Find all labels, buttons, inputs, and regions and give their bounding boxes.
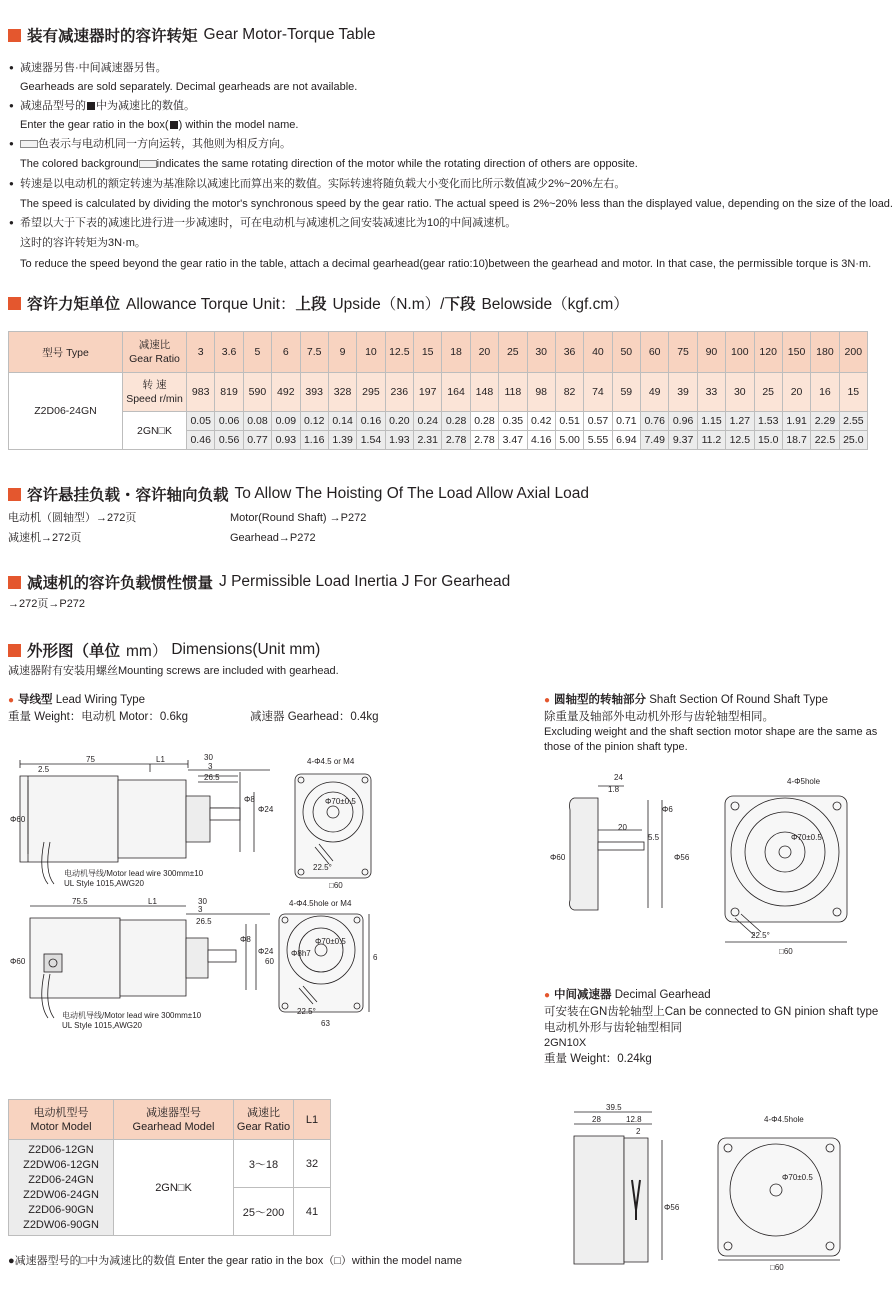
dim-2-5: 2.5: [38, 765, 50, 774]
dim-6: 6: [373, 953, 378, 962]
dim-26-5: 26.5: [204, 773, 220, 782]
speed-cell: 30: [726, 373, 754, 412]
ratio-cell: 10: [357, 332, 385, 373]
model-cell: Z2D06-24GN: [9, 373, 123, 450]
note-2-cn: ● 减速品型号的 中为减速比的数值。: [20, 99, 195, 113]
torque-nm-cell: 0.28: [442, 412, 470, 431]
torque-nm-cell: 1.91: [782, 412, 810, 431]
dim-3-2: 3: [198, 905, 203, 914]
ul-label: UL Style 1015,AWG20: [64, 879, 144, 888]
speed-cell: 819: [215, 373, 243, 412]
note-4-cn: ● 转速是以电动机的额定转速为基准除以减速比而算出来的数值。实际转速将随负载大小变化而比所示数值减少2%~20%左右。: [20, 177, 625, 191]
l1-header: L1: [294, 1100, 331, 1140]
decimal-line4: 重量 Weight：0.24kg: [544, 1053, 652, 1065]
torque-nm-cell: 0.20: [385, 412, 413, 431]
ratio-cell: 3.6: [215, 332, 243, 373]
ratio-cell: 7.5: [300, 332, 328, 373]
torque-kgf-cell: 4.16: [527, 431, 555, 450]
dim-26-5-2: 26.5: [196, 917, 212, 926]
ratio-cell: 25: [499, 332, 527, 373]
hoisting-motor-cn: 电动机（圆轴型）→272页: [8, 512, 137, 524]
ratio-cell: 200: [839, 332, 867, 373]
section-marker-icon: [8, 29, 21, 42]
torque-kgf-cell: 6.94: [612, 431, 640, 450]
speed-cell: 164: [442, 373, 470, 412]
black-box-icon: [170, 121, 178, 129]
ratio-cell: 40: [584, 332, 612, 373]
dim-phi56: Φ56: [674, 853, 690, 862]
speed-cell: 98: [527, 373, 555, 412]
dim-1-8: 1.8: [608, 785, 620, 794]
ratio-range-2: 25～200: [234, 1188, 294, 1236]
speed-cell: 236: [385, 373, 413, 412]
round-shaft-title: ● 圆轴型的转轴部分 Shaft Section Of Round Shaft Type: [544, 694, 829, 706]
dim-l1-2: L1: [148, 897, 157, 906]
motor-model-item: Z2D06-24GN: [28, 1173, 94, 1186]
speed-cell: 25: [754, 373, 782, 412]
torque-nm-cell: 0.51: [555, 412, 583, 431]
torque-kgf-cell: 1.54: [357, 431, 385, 450]
motor-model-item: Z2D06-12GN: [28, 1143, 94, 1156]
speed-cell: 983: [187, 373, 215, 412]
dim-phi24: Φ24: [258, 805, 274, 814]
section-marker-icon: [8, 576, 21, 589]
torque-kgf-cell: 11.2: [697, 431, 725, 450]
torque-kgf-cell: 1.93: [385, 431, 413, 450]
dim-phi8: Φ8: [244, 795, 255, 804]
ratio-cell: 36: [555, 332, 583, 373]
dim-phi8-2: Φ8: [240, 935, 251, 944]
torque-kgf-cell: 0.77: [243, 431, 271, 450]
phi8h7-label: Φ8h7: [291, 949, 311, 958]
torque-kgf-cell: 7.49: [641, 431, 669, 450]
lead-type-weight-gear: 减速器 Gearhead：0.4kg: [250, 711, 379, 723]
gearhead-model-header: 减速器型号 Gearhead Model: [114, 1100, 234, 1140]
note-5-cn: ● 希望以大于下表的减速比进行进一步减速时，可在电动机与减速机之间安装减速比为10的中间减速机。: [20, 216, 516, 230]
dim-24: 24: [614, 773, 623, 782]
ratio-cell: 60: [641, 332, 669, 373]
torque-nm-cell: 1.53: [754, 412, 782, 431]
ul-label-2: UL Style 1015,AWG20: [62, 1021, 142, 1030]
speed-cell: 590: [243, 373, 271, 412]
lead-type-weight: 重量 Weight：电动机 Motor：0.6kg: [8, 711, 189, 723]
ratio-cell: 50: [612, 332, 640, 373]
ratio-cell: 90: [697, 332, 725, 373]
section-title-dimensions: 外形图（单位 mm） Dimensions(Unit mm): [8, 639, 320, 661]
speed-cell: 74: [584, 373, 612, 412]
bullet-icon: ●: [544, 990, 551, 1001]
sq60-label-1: □60: [329, 881, 343, 890]
hoisting-gear-en: Gearhead→P272: [230, 532, 316, 544]
speed-cell: 33: [697, 373, 725, 412]
ratio-cell: 9: [328, 332, 356, 373]
torque-nm-cell: 0.06: [215, 412, 243, 431]
decimal-line2: 电动机外形与齿轮轴型相同: [544, 1022, 682, 1034]
torque-nm-cell: 2.29: [811, 412, 839, 431]
ratio-cell: 6: [272, 332, 300, 373]
torque-kgf-cell: 5.00: [555, 431, 583, 450]
speed-cell: 295: [357, 373, 385, 412]
drawing-lead-motor-1: [8, 752, 278, 892]
motor-model-table: [8, 1099, 331, 1236]
torque-kgf-cell: 1.39: [328, 431, 356, 450]
drawing-round-shaft-front: [715, 770, 865, 960]
dim-2: 2: [636, 1127, 641, 1136]
angle-label-2: 22.5°: [297, 1007, 316, 1016]
sq60-label-4: □60: [770, 1263, 784, 1272]
dim-75-5: 75.5: [72, 897, 88, 906]
ratio-cell: 120: [754, 332, 782, 373]
speed-header: 转 速 Speed r/min: [123, 373, 187, 412]
drawing-decimal-front: [710, 1108, 860, 1273]
dim-30: 30: [204, 753, 213, 762]
torque-kgf-cell: 2.78: [442, 431, 470, 450]
note-1-cn: ● 减速器另售·中间减速器另售。: [20, 61, 167, 75]
speed-cell: 15: [839, 373, 867, 412]
bullet-icon: ●: [544, 695, 551, 706]
hoisting-gear-cn: 减速机→272页: [8, 532, 82, 544]
torque-kgf-cell: 18.7: [782, 431, 810, 450]
section-title-gear-torque: 装有减速器时的容许转矩 Gear Motor-Torque Table: [8, 24, 376, 46]
speed-cell: 393: [300, 373, 328, 412]
speed-cell: 20: [782, 373, 810, 412]
decimal-line1: 可安装在GN齿轮轴型上Can be connected to GN pinion shaft type: [544, 1006, 879, 1018]
dim-3: 3: [208, 762, 213, 771]
black-box-icon: [87, 102, 95, 110]
torque-kgf-cell: 25.0: [839, 431, 867, 450]
lead-wire-label-2: 电动机导线/Motor lead wire 300mm±10: [62, 1011, 202, 1020]
drawing-lead-motor-2: [8, 894, 278, 1034]
speed-cell: 39: [669, 373, 697, 412]
angle-label-1: 22.5°: [313, 863, 332, 872]
ratio-cell: 20: [470, 332, 498, 373]
dim-20: 20: [618, 823, 627, 832]
dimension-note: 减速器附有安装用螺丝Mounting screws are included with gearhead.: [8, 665, 339, 677]
torque-kgf-cell: 1.16: [300, 431, 328, 450]
ratio-cell: 5: [243, 332, 271, 373]
hole-label-2: 4-Φ4.5hole or M4: [289, 899, 352, 908]
torque-nm-cell: 0.76: [641, 412, 669, 431]
torque-nm-cell: 0.35: [499, 412, 527, 431]
torque-nm-cell: 0.96: [669, 412, 697, 431]
torque-kgf-cell: 9.37: [669, 431, 697, 450]
hole-label-3: 4-Φ5hole: [787, 777, 821, 786]
motor-model-item: Z2DW06-90GN: [23, 1218, 99, 1231]
torque-nm-cell: 0.08: [243, 412, 271, 431]
ratio-range-1: 3～18: [234, 1140, 294, 1188]
ratio-header: 减速比 Gear Ratio: [123, 332, 187, 373]
dim-phi60: Φ60: [10, 815, 26, 824]
note-2-en: Enter the gear ratio in the box( ) within the model name.: [20, 119, 299, 131]
l1-value-1: 32: [294, 1140, 331, 1188]
sq60-label-3: □60: [779, 947, 793, 956]
section-title-allow-unit: 容许力矩单位 Allowance Torque Unit： 上段 Upside（N.m）/ 下段 Belowside（kgf.cm）: [8, 292, 629, 314]
motor-models-cell: [9, 1140, 114, 1236]
torque-nm-cell: 0.57: [584, 412, 612, 431]
note-4-en: The speed is calculated by dividing the motor's synchronous speed by the gear ratio. The actual speed is 2%~20% less than the displayed value, depending on the size of the load.: [20, 198, 893, 210]
dim-28: 28: [592, 1115, 601, 1124]
torque-kgf-cell: 0.93: [272, 431, 300, 450]
motor-model-item: Z2DW06-12GN: [23, 1158, 99, 1171]
torque-kgf-cell: 0.56: [215, 431, 243, 450]
motor-model-header: 电动机型号 Motor Model: [9, 1100, 114, 1140]
note-1-en: Gearheads are sold separately. Decimal gearheads are not available.: [20, 81, 358, 93]
hole-label-4: 4-Φ4.5hole: [764, 1115, 804, 1124]
l1-value-2: 41: [294, 1188, 331, 1236]
dim-12-8: 12.8: [626, 1115, 642, 1124]
bullet-icon: ●: [8, 695, 15, 706]
dim-phi60-3: Φ60: [550, 853, 566, 862]
torque-kgf-cell: 2.78: [470, 431, 498, 450]
dim-75: 75: [86, 755, 95, 764]
torque-nm-cell: 0.16: [357, 412, 385, 431]
dim-phi6: Φ6: [662, 805, 673, 814]
speed-cell: 118: [499, 373, 527, 412]
round-shaft-desc-en1: Excluding weight and the shaft section motor shape are the same as: [544, 726, 878, 738]
lead-wire-label: 电动机导线/Motor lead wire 300mm±10: [64, 869, 204, 878]
lead-type-title: ● 导线型 Lead Wiring Type: [8, 694, 146, 706]
decimal-title: ● 中间减速器 Decimal Gearhead: [544, 989, 711, 1001]
section-marker-icon: [8, 297, 21, 310]
angle-label-3: 22.5°: [751, 931, 770, 940]
speed-cell: 49: [641, 373, 669, 412]
section-title-inertia: 减速机的容许负载惯性惯量 J Permissible Load Inertia J For Gearhead: [8, 571, 510, 593]
footer-note: ●减速器型号的□中为减速比的数值 Enter the gear ratio in the box（□）within the model name: [8, 1255, 462, 1267]
dim-l1: L1: [156, 755, 165, 764]
torque-nm-cell: 0.09: [272, 412, 300, 431]
speed-cell: 59: [612, 373, 640, 412]
speed-cell: 16: [811, 373, 839, 412]
ratio-cell: 18: [442, 332, 470, 373]
inertia-ref: →272页→P272: [8, 598, 86, 610]
section-marker-icon: [8, 488, 21, 501]
section-marker-icon: [8, 644, 21, 657]
motor-model-item: Z2DW06-24GN: [23, 1188, 99, 1201]
ratio-cell: 75: [669, 332, 697, 373]
hoisting-motor-en: Motor(Round Shaft) →P272: [230, 512, 367, 524]
speed-cell: 197: [414, 373, 442, 412]
section-title-hoisting: 容许悬挂负载・容许轴向负载 To Allow The Hoisting Of The Load Allow Axial Load: [8, 483, 589, 505]
ratio-cell: 15: [414, 332, 442, 373]
speed-cell: 328: [328, 373, 356, 412]
torque-kgf-cell: 0.46: [187, 431, 215, 450]
color-sample-icon: [139, 160, 157, 168]
torque-nm-cell: 0.42: [527, 412, 555, 431]
drawing-round-shaft-side: [544, 770, 694, 915]
ratio-cell: 100: [726, 332, 754, 373]
torque-nm-cell: 0.14: [328, 412, 356, 431]
drawing-decimal-side: [544, 1100, 680, 1280]
dim-phi56-2: Φ56: [664, 1203, 680, 1212]
model-header: 型号 Type: [9, 332, 123, 373]
torque-table: [8, 331, 868, 450]
drawing-front-2: [265, 894, 385, 1034]
torque-kgf-cell: 3.47: [499, 431, 527, 450]
ratio-cell: 3: [187, 332, 215, 373]
pcd-label-3: Φ70±0.5: [791, 833, 822, 842]
ratio-cell: 12.5: [385, 332, 413, 373]
dim-phi60-2: Φ60: [10, 957, 26, 966]
speed-cell: 492: [272, 373, 300, 412]
speed-cell: 82: [555, 373, 583, 412]
note-3-en: The colored background indicates the same rotating direction of the motor while the rotating direction of others are opposite.: [20, 158, 638, 170]
pcd-label-1: Φ70±0.5: [325, 797, 356, 806]
motor-model-item: Z2D06-90GN: [28, 1203, 94, 1216]
note-5-cn2: 这时的容许转矩为3N·m。: [20, 237, 146, 249]
gear-ratio-header: 减速比 Gear Ratio: [234, 1100, 294, 1140]
ratio-cell: 180: [811, 332, 839, 373]
torque-kgf-cell: 2.31: [414, 431, 442, 450]
torque-nm-cell: 0.05: [187, 412, 215, 431]
pcd-label-2: Φ70±0.5: [315, 937, 346, 946]
dim-phi24-2: Φ24: [258, 947, 274, 956]
torque-kgf-cell: 5.55: [584, 431, 612, 450]
hole-label-1: 4-Φ4.5 or M4: [307, 757, 355, 766]
torque-nm-cell: 1.27: [726, 412, 754, 431]
gearhead-cell: 2GN□K: [123, 412, 187, 450]
dim-30-2: 30: [198, 897, 207, 906]
gearhead-model-cell: 2GN□K: [114, 1140, 234, 1236]
dim-60: 60: [265, 957, 274, 966]
ratio-cell: 30: [527, 332, 555, 373]
dim-5-5: 5.5: [648, 833, 660, 842]
round-shaft-desc-cn: 除重量及轴部外电动机外形与齿轮轴型相同。: [544, 711, 774, 723]
decimal-line3: 2GN10X: [544, 1037, 587, 1049]
round-shaft-desc-en2: those of the pinion shaft type.: [544, 741, 688, 753]
ratio-cell: 150: [782, 332, 810, 373]
torque-kgf-cell: 12.5: [726, 431, 754, 450]
torque-nm-cell: 0.12: [300, 412, 328, 431]
torque-nm-cell: 0.28: [470, 412, 498, 431]
torque-nm-cell: 2.55: [839, 412, 867, 431]
torque-nm-cell: 0.71: [612, 412, 640, 431]
torque-kgf-cell: 22.5: [811, 431, 839, 450]
color-sample-icon: [20, 140, 38, 148]
note-3-cn: ● 色表示与电动机同一方向运转，其他则为相反方向。: [20, 137, 291, 151]
pcd-label-4: Φ70±0.5: [782, 1173, 813, 1182]
speed-cell: 148: [470, 373, 498, 412]
dim-39-5: 39.5: [606, 1103, 622, 1112]
drawing-front-1: [285, 752, 385, 892]
note-5-en: To reduce the speed beyond the gear ratio in the table, attach a decimal gearhead(gear ratio:10)between the gearhead and motor. In that case, the permissible torque is 3N·m.: [20, 258, 872, 270]
dim-63: 63: [321, 1019, 330, 1028]
torque-nm-cell: 0.24: [414, 412, 442, 431]
torque-nm-cell: 1.15: [697, 412, 725, 431]
torque-kgf-cell: 15.0: [754, 431, 782, 450]
